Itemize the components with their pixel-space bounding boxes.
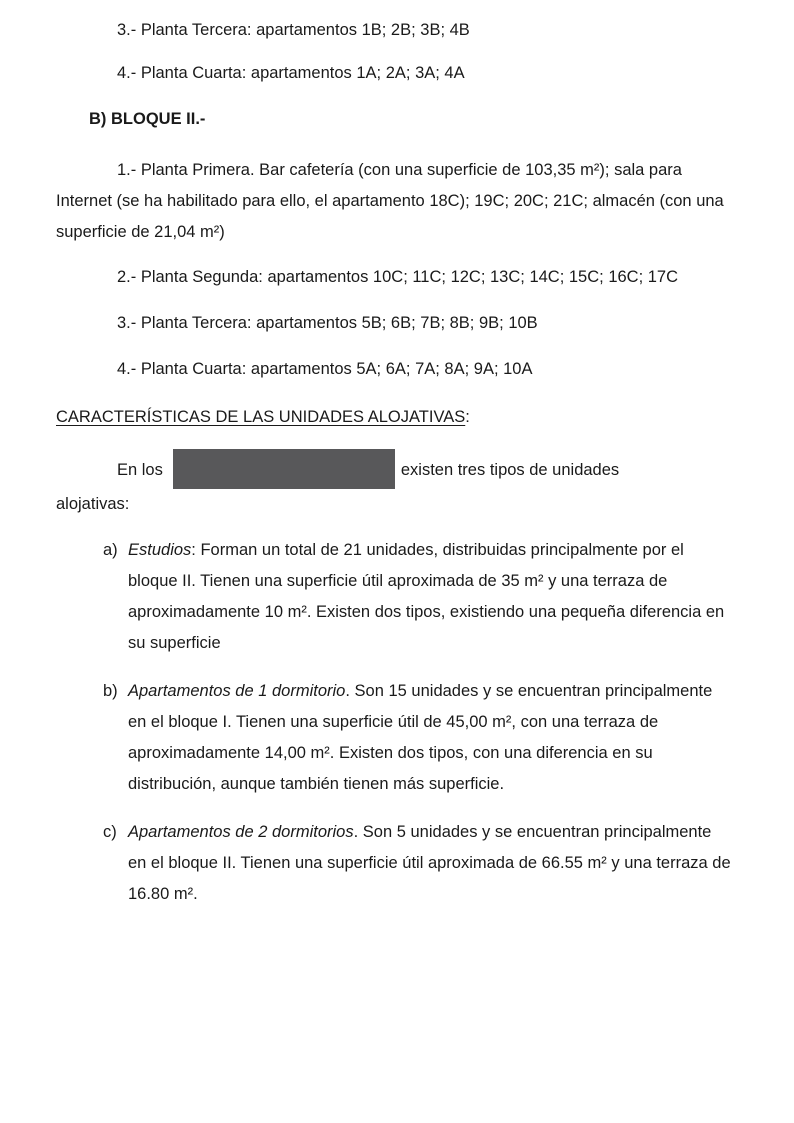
section-heading-text: CARACTERÍSTICAS DE LAS UNIDADES ALOJATIVAS <box>56 408 466 426</box>
redaction-box <box>173 449 395 489</box>
list-item-c-body: . Son 5 unidades y se encuentran principalmente en el bloque II. Tienen una superficie útil aproximada de 66.55 m² y una terraza de 16.80 m². <box>128 823 731 903</box>
paragraph-bloque1-planta-cuarta: 4.- Planta Cuarta: apartamentos 1A; 2A; 3A; 4A <box>117 64 465 82</box>
redacted-paragraph-after-text: existen tres tipos de unidades <box>400 461 620 479</box>
list-marker-c: c) <box>103 823 117 841</box>
list-item-a-body: : Forman un total de 21 unidades, distribuidas principalmente por el bloque II. Tienen una superficie útil aproximada de 35 m² y una terraza de aproximadamente 10 m². Existen dos tipos, existiendo una pequeña diferencia en su superficie <box>128 541 725 652</box>
section-heading-caracteristicas <box>56 402 734 433</box>
list-item-apartamentos-2-dormitorios <box>56 817 734 910</box>
paragraph-bloque2-planta-tercera: 3.- Planta Tercera: apartamentos 5B; 6B; 7B; 8B; 9B; 10B <box>117 314 538 332</box>
list-item-estudios <box>56 535 734 659</box>
list-marker-b: b) <box>103 682 118 700</box>
redacted-paragraph-line2: alojativas: <box>56 495 130 513</box>
unit-type-list <box>56 535 734 910</box>
list-item-b-lead: Apartamentos de 1 dormitorio <box>128 682 346 700</box>
heading-bloque-ii: B) BLOQUE II.- <box>89 110 206 128</box>
list-marker-a: a) <box>103 541 118 559</box>
section-heading-colon: : <box>465 408 470 426</box>
paragraph-bloque2-planta-primera: 1.- Planta Primera. Bar cafetería (con una superficie de 103,35 m²); sala para Internet (se ha habilitado para ello, el apartamento 18C); 19C; 20C; 21C; almacén (con una superficie de 21,04 m²) <box>56 161 724 241</box>
paragraph-bloque2-planta-cuarta: 4.- Planta Cuarta: apartamentos 5A; 6A; 7A; 8A; 9A; 10A <box>117 360 533 378</box>
paragraph-bloque1-planta-tercera: 3.- Planta Tercera: apartamentos 1B; 2B; 3B; 4B <box>117 21 470 39</box>
paragraph-bloque2-planta-segunda: 2.- Planta Segunda: apartamentos 10C; 11C; 12C; 13C; 14C; 15C; 16C; 17C <box>117 268 679 286</box>
list-item-a-lead: Estudios <box>128 541 192 559</box>
list-item-c-lead: Apartamentos de 2 dormitorios <box>128 823 354 841</box>
paragraph-redacted-intro <box>56 449 734 520</box>
redacted-paragraph-before-text: En los <box>117 461 163 479</box>
list-item-apartamentos-1-dormitorio <box>56 676 734 800</box>
list-item-b-body: . Son 15 unidades y se encuentran principalmente en el bloque I. Tienen una superficie útil de 45,00 m², con una terraza de aproximadamente 14,00 m². Existen dos tipos, con una diferencia en su distribución, aunque también tienen más superficie. <box>128 682 713 793</box>
